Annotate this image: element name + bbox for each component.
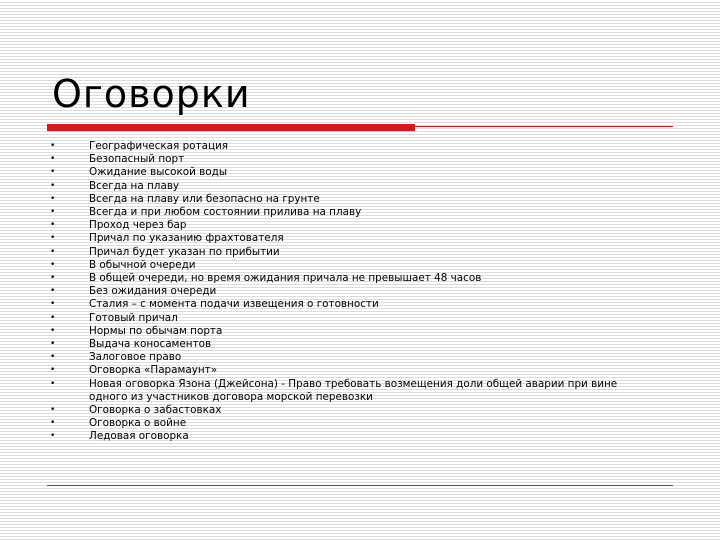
list-item-text: Всегда на плаву или безопасно на грунте xyxy=(89,192,320,205)
list-item xyxy=(50,272,650,285)
list-item xyxy=(50,140,650,153)
list-item xyxy=(50,404,650,417)
bullet-icon: • xyxy=(50,418,56,429)
list-item-text: Проход через бар xyxy=(89,219,187,232)
list-item xyxy=(50,298,650,311)
list-item xyxy=(50,193,650,206)
bullet-icon: • xyxy=(50,352,56,363)
list-item-text: В обычной очереди xyxy=(89,258,196,271)
bullet-icon: • xyxy=(50,339,56,350)
title-accent-bar xyxy=(47,124,415,131)
list-item xyxy=(50,219,650,232)
list-item-text: Всегда на плаву xyxy=(89,179,180,192)
bullet-icon: • xyxy=(50,141,56,151)
bullet-icon: • xyxy=(50,299,56,310)
list-item-text: Всегда и при любом состоянии прилива на плаву xyxy=(89,206,362,219)
list-item xyxy=(50,378,650,404)
list-item-text: Без ожидания очереди xyxy=(89,285,217,298)
list-item xyxy=(50,166,650,179)
list-item-text: Причал по указанию фрахтователя xyxy=(89,232,284,245)
list-item xyxy=(50,338,650,351)
bullet-icon: • xyxy=(50,154,56,165)
bullet-icon: • xyxy=(50,220,56,231)
bullet-icon: • xyxy=(50,431,56,442)
list-item-text: В общей очереди, но время ожидания причала не превышает 48 часов xyxy=(89,272,482,285)
list-item xyxy=(50,206,650,219)
list-item xyxy=(50,417,650,430)
list-item-text: Новая оговорка Язона (Джейсона) - Право требовать возмещения доли общей аварии при вине одного из участников договора морской перевозки xyxy=(89,377,618,403)
bullet-icon: • xyxy=(50,233,56,244)
list-item xyxy=(50,246,650,259)
list-item-text: Залоговое право xyxy=(89,351,182,364)
list-item xyxy=(50,364,650,377)
list-item-text: Оговорка о войне xyxy=(89,417,187,430)
list-item-text: Оговорка о забастовках xyxy=(89,404,222,417)
list-item-text: Ледовая оговорка xyxy=(89,430,189,443)
bullet-icon: • xyxy=(50,378,56,389)
bullet-icon: • xyxy=(50,180,56,191)
bullet-icon: • xyxy=(50,167,56,178)
list-item-text: Безопасный порт xyxy=(89,153,185,166)
title-accent-line xyxy=(415,126,673,127)
list-item xyxy=(50,430,650,443)
list-item-text: Нормы по обычам порта xyxy=(89,324,223,337)
bullet-icon: • xyxy=(50,405,56,416)
bullet-icon: • xyxy=(50,286,56,297)
bullet-icon: • xyxy=(50,207,56,218)
list-item xyxy=(50,180,650,193)
list-item xyxy=(50,325,650,338)
list-item-text: Географическая ротация xyxy=(89,140,229,152)
list-item xyxy=(50,312,650,325)
slide-title: Оговорки xyxy=(52,72,251,116)
bullet-icon: • xyxy=(50,259,56,270)
bullet-icon: • xyxy=(50,273,56,284)
list-item xyxy=(50,153,650,166)
list-item-text: Причал будет указан по прибытии xyxy=(89,245,280,258)
list-item xyxy=(50,351,650,364)
list-item-text: Оговорка «Парамаунт» xyxy=(89,364,218,377)
bullet-icon: • xyxy=(50,312,56,323)
bullet-icon: • xyxy=(50,365,56,376)
list-item xyxy=(50,259,650,272)
footer-divider xyxy=(47,485,673,486)
bullet-icon: • xyxy=(50,193,56,204)
list-item-text: Ожидание высокой воды xyxy=(89,166,228,179)
clause-list xyxy=(50,140,650,444)
list-item-text: Выдача коносаментов xyxy=(89,338,212,351)
bullet-icon: • xyxy=(50,325,56,336)
list-item-text: Сталия – с момента подачи извещения о готовности xyxy=(89,298,379,311)
bullet-icon: • xyxy=(50,246,56,257)
list-item xyxy=(50,232,650,245)
list-item xyxy=(50,285,650,298)
list-item-text: Готовый причал xyxy=(89,311,178,324)
